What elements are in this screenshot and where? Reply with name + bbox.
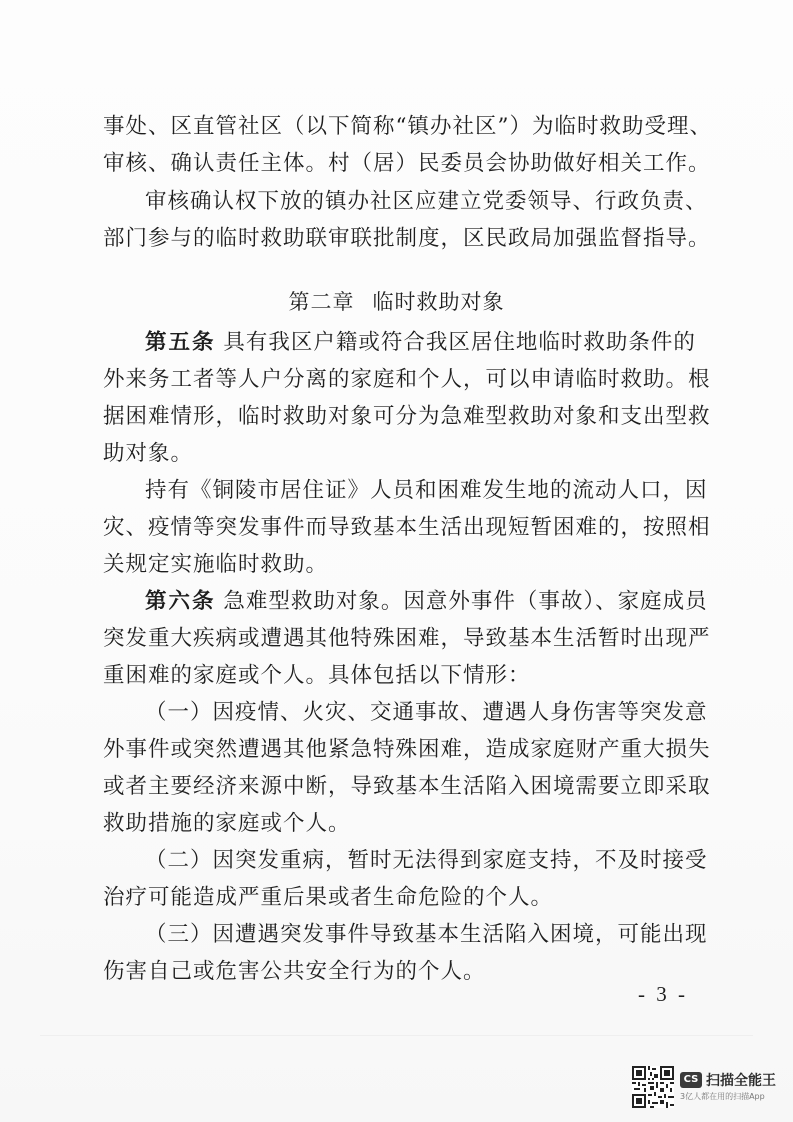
body-line: 突发重大疾病或遭遇其他特殊困难，导致基本生活暂时出现严 (103, 626, 711, 651)
page-number: - 3 - (638, 982, 688, 1006)
scanner-watermark (632, 1066, 782, 1110)
chapter-title: 临时救助对象 (372, 290, 505, 314)
body-line: 救助措施的家庭或个人。 (103, 811, 351, 836)
body-line: （三）因遭遇突发事件导致基本生活陷入困境，可能出现 (145, 922, 708, 947)
body-line: 事处、区直管社区（以下简称“镇办社区”）为临时救助受理、 (103, 114, 712, 139)
chapter-heading (0, 284, 793, 320)
body-line: 治疗可能造成严重后果或者生命危险的个人。 (103, 885, 554, 910)
body-line: 审核、确认责任主体。村（居）民委员会协助做好相关工作。 (103, 151, 711, 176)
body-line: 部门参与的临时救助联审联批制度，区民政局加强监督指导。 (103, 226, 711, 251)
body-line: 据困难情形，临时救助对象可分为急难型救助对象和支出型救 (103, 404, 711, 429)
qr-code-icon (632, 1066, 674, 1108)
article-6-label: 第六条 (145, 589, 216, 614)
body-line: 持有《铜陵市居住证》人员和困难发生地的流动人口，因 (145, 478, 708, 503)
body-text: 具有我区户籍或符合我区居住地临时救助条件的 (223, 330, 696, 355)
article-6-line (145, 583, 708, 621)
chapter-number: 第二章 (288, 290, 355, 314)
camscanner-logo: CS (680, 1072, 702, 1088)
body-text: 急难型救助对象。因意外事件（事故）、家庭成员 (223, 589, 708, 614)
body-line: 灾、疫情等突发事件而导致基本生活出现短暂困难的，按照相 (103, 515, 711, 540)
body-line: 外来务工者等人户分离的家庭和个人，可以申请临时救助。根 (103, 367, 711, 392)
article-5-line (145, 324, 703, 362)
body-line: （二）因突发重病，暂时无法得到家庭支持，不及时接受 (145, 848, 708, 873)
body-line: 或者主要经济来源中断，导致基本生活陷入困境需要立即采取 (103, 774, 711, 799)
body-line: 伤害自己或危害公共安全行为的个人。 (103, 959, 486, 984)
app-name: 扫描全能王 (706, 1073, 776, 1089)
body-line: 关规定实施临时救助。 (103, 552, 329, 577)
app-tagline: 3亿人都在用的扫描App (680, 1092, 765, 1101)
body-line: 外事件或突然遭遇其他紧急特殊困难，造成家庭财产重大损失 (103, 737, 711, 762)
body-line: 重困难的家庭或个人。具体包括以下情形： (103, 663, 531, 688)
divider (40, 1035, 753, 1036)
article-5-label: 第五条 (145, 330, 216, 355)
body-line: 审核确认权下放的镇办社区应建立党委领导、行政负责、 (145, 189, 708, 214)
body-line: （一）因疫情、火灾、交通事故、遭遇人身伤害等突发意 (145, 700, 708, 725)
body-line: 助对象。 (103, 441, 194, 466)
